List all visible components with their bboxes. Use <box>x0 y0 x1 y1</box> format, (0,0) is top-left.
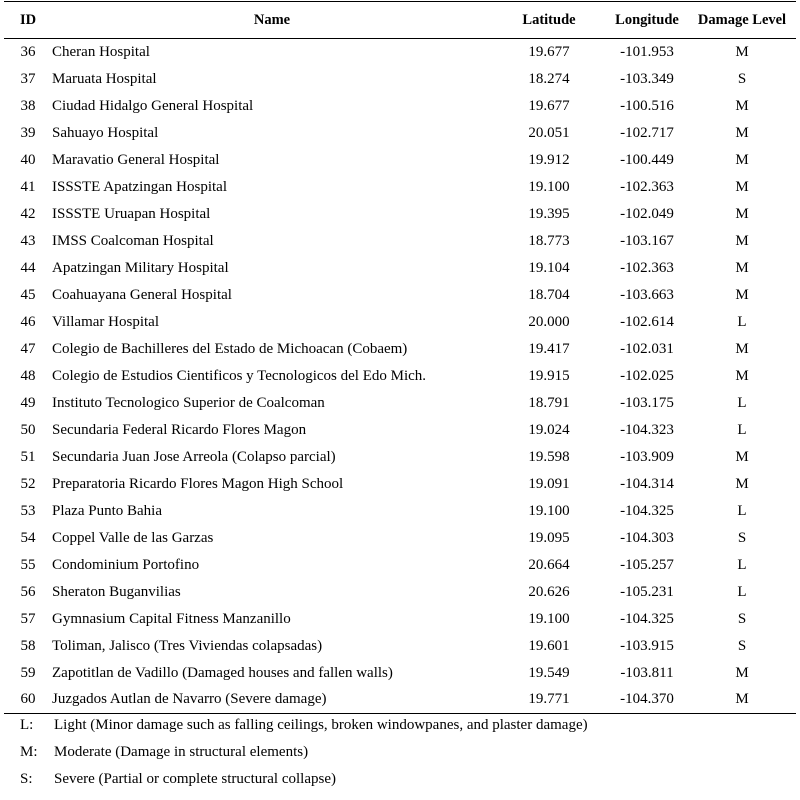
cell-id: 58 <box>20 637 36 654</box>
cell-latitude: 19.100 <box>528 502 570 519</box>
cell-damage-level: L <box>737 502 747 519</box>
table-row <box>4 174 796 201</box>
cell-longitude: -102.363 <box>620 178 674 195</box>
cell-damage-level: L <box>737 556 747 573</box>
cell-name: Maravatio General Hospital <box>52 151 220 168</box>
cell-longitude: -103.909 <box>620 448 674 465</box>
cell-longitude: -104.370 <box>606 687 688 714</box>
cell-id: 42 <box>20 205 36 222</box>
cell-latitude: 20.000 <box>528 313 570 330</box>
cell-id: 49 <box>20 394 36 411</box>
legend-description: Light (Minor damage such as falling ceilings, broken windowpanes, and plaster damage) <box>54 717 588 733</box>
cell-id: 52 <box>20 475 36 492</box>
damage-table <box>4 1 796 714</box>
cell-id: 56 <box>20 583 36 600</box>
table-row <box>4 336 796 363</box>
cell-longitude: -104.325 <box>620 610 674 627</box>
table-row <box>4 606 796 633</box>
cell-name: Ciudad Hidalgo General Hospital <box>52 97 254 114</box>
cell-id: 41 <box>20 178 36 195</box>
cell-name: Colegio de Bachilleres del Estado de Michoacan (Cobaem) <box>52 340 408 357</box>
cell-damage-level: S <box>737 610 747 627</box>
table-row <box>4 309 796 336</box>
cell-damage-level: S <box>737 637 747 654</box>
cell-damage-level: S <box>737 70 747 87</box>
cell-latitude: 19.549 <box>528 664 570 681</box>
cell-id: 51 <box>20 448 36 465</box>
cell-name: Gymnasium Capital Fitness Manzanillo <box>52 610 291 627</box>
damage-legend <box>20 712 588 793</box>
table-row <box>4 552 796 579</box>
cell-longitude: -104.325 <box>620 502 674 519</box>
table-row <box>4 363 796 390</box>
cell-id: 53 <box>20 502 36 519</box>
cell-latitude: 19.104 <box>528 259 570 276</box>
cell-latitude: 19.100 <box>528 178 570 195</box>
header-id: ID <box>4 2 52 39</box>
cell-damage-level: L <box>737 313 747 330</box>
cell-id: 37 <box>20 70 36 87</box>
cell-longitude: -105.257 <box>620 556 674 573</box>
table-row <box>4 228 796 255</box>
table-row <box>4 390 796 417</box>
cell-id: 40 <box>20 151 36 168</box>
cell-id: 60 <box>4 687 52 714</box>
legend-item <box>20 739 588 766</box>
cell-longitude: -104.314 <box>620 475 674 492</box>
cell-longitude: -104.323 <box>620 421 674 438</box>
cell-latitude: 19.601 <box>528 637 570 654</box>
cell-name: Coahuayana General Hospital <box>52 286 232 303</box>
cell-name: Juzgados Autlan de Navarro (Severe damage) <box>52 687 492 714</box>
cell-longitude: -103.167 <box>620 232 674 249</box>
cell-longitude: -100.449 <box>620 151 674 168</box>
cell-id: 59 <box>20 664 36 681</box>
table-row <box>4 147 796 174</box>
cell-id: 55 <box>20 556 36 573</box>
cell-latitude: 19.598 <box>528 448 570 465</box>
table-row <box>4 471 796 498</box>
cell-damage-level: M <box>688 687 796 714</box>
table-row <box>4 417 796 444</box>
cell-longitude: -102.717 <box>620 124 674 141</box>
cell-longitude: -101.953 <box>620 43 674 60</box>
cell-latitude: 18.791 <box>528 394 570 411</box>
cell-longitude: -103.175 <box>620 394 674 411</box>
header-damage-level: Damage Level <box>688 2 796 39</box>
table-row <box>4 282 796 309</box>
cell-name: Toliman, Jalisco (Tres Viviendas colapsadas) <box>52 637 323 654</box>
table-row <box>4 93 796 120</box>
cell-latitude: 18.773 <box>528 232 570 249</box>
cell-id: 50 <box>20 421 36 438</box>
cell-latitude: 18.704 <box>528 286 570 303</box>
table-row <box>4 201 796 228</box>
cell-latitude: 19.912 <box>528 151 570 168</box>
table-row <box>4 687 796 714</box>
cell-name: Villamar Hospital <box>52 313 159 330</box>
cell-damage-level: M <box>735 367 749 384</box>
legend-description: Severe (Partial or complete structural collapse) <box>54 771 336 787</box>
cell-id: 47 <box>20 340 36 357</box>
table-row <box>4 66 796 93</box>
cell-id: 48 <box>20 367 36 384</box>
cell-damage-level: M <box>735 124 749 141</box>
cell-name: Coppel Valle de las Garzas <box>52 529 214 546</box>
cell-latitude: 18.274 <box>528 70 570 87</box>
cell-name: IMSS Coalcoman Hospital <box>52 232 214 249</box>
table-row <box>4 633 796 660</box>
cell-latitude: 19.024 <box>528 421 570 438</box>
cell-longitude: -103.915 <box>620 637 674 654</box>
cell-latitude: 19.677 <box>528 43 570 60</box>
cell-id: 38 <box>20 97 36 114</box>
cell-name: Cheran Hospital <box>52 43 150 60</box>
legend-item <box>20 712 588 739</box>
cell-longitude: -102.363 <box>620 259 674 276</box>
cell-damage-level: M <box>735 259 749 276</box>
cell-name: Preparatoria Ricardo Flores Magon High School <box>52 475 344 492</box>
table-row <box>4 498 796 525</box>
cell-latitude: 19.915 <box>528 367 570 384</box>
table-row <box>4 255 796 282</box>
cell-latitude: 20.626 <box>528 583 570 600</box>
cell-latitude: 19.677 <box>528 97 570 114</box>
table-row <box>4 660 796 687</box>
cell-id: 44 <box>20 259 36 276</box>
cell-longitude: -100.516 <box>620 97 674 114</box>
cell-id: 39 <box>20 124 36 141</box>
cell-damage-level: L <box>737 394 747 411</box>
cell-damage-level: S <box>737 529 747 546</box>
cell-name: Colegio de Estudios Cientificos y Tecnologicos del Edo Mich. <box>52 367 427 384</box>
header-longitude: Longitude <box>606 2 688 39</box>
table-body <box>4 39 796 714</box>
cell-damage-level: M <box>735 448 749 465</box>
cell-damage-level: M <box>735 205 749 222</box>
cell-longitude: -104.303 <box>620 529 674 546</box>
cell-latitude: 19.095 <box>528 529 570 546</box>
cell-latitude: 19.091 <box>528 475 570 492</box>
cell-latitude: 20.664 <box>528 556 570 573</box>
cell-latitude: 19.395 <box>528 205 570 222</box>
cell-damage-level: M <box>735 43 749 60</box>
cell-latitude: 19.100 <box>528 610 570 627</box>
cell-damage-level: L <box>737 583 747 600</box>
cell-damage-level: M <box>735 286 749 303</box>
cell-damage-level: M <box>735 340 749 357</box>
table-row <box>4 525 796 552</box>
cell-name: Zapotitlan de Vadillo (Damaged houses and fallen walls) <box>52 664 393 681</box>
cell-name: Secundaria Juan Jose Arreola (Colapso parcial) <box>52 448 336 465</box>
header-latitude: Latitude <box>492 2 606 39</box>
cell-id: 36 <box>20 43 36 60</box>
cell-name: Apatzingan Military Hospital <box>52 259 229 276</box>
cell-damage-level: M <box>735 97 749 114</box>
cell-longitude: -102.025 <box>620 367 674 384</box>
cell-longitude: -102.031 <box>620 340 674 357</box>
cell-name: Maruata Hospital <box>52 70 157 87</box>
header-name: Name <box>52 2 492 39</box>
legend-description: Moderate (Damage in structural elements) <box>54 744 309 760</box>
table-row <box>4 39 796 66</box>
table-header <box>4 2 796 39</box>
cell-damage-level: M <box>735 178 749 195</box>
legend-code: M: <box>20 744 38 760</box>
cell-damage-level: L <box>737 421 747 438</box>
cell-longitude: -103.663 <box>620 286 674 303</box>
table-row <box>4 579 796 606</box>
cell-damage-level: M <box>735 475 749 492</box>
legend-code: L: <box>20 717 34 733</box>
cell-latitude: 19.417 <box>528 340 570 357</box>
header-row <box>4 2 796 39</box>
legend-code: S: <box>20 771 33 787</box>
cell-name: ISSSTE Uruapan Hospital <box>52 205 211 222</box>
cell-name: Sahuayo Hospital <box>52 124 159 141</box>
cell-id: 57 <box>20 610 36 627</box>
cell-latitude: 20.051 <box>528 124 570 141</box>
cell-longitude: -102.614 <box>620 313 674 330</box>
cell-damage-level: M <box>735 232 749 249</box>
cell-latitude: 19.771 <box>492 687 606 714</box>
cell-name: Condominium Portofino <box>52 556 200 573</box>
cell-damage-level: M <box>735 151 749 168</box>
cell-id: 54 <box>20 529 36 546</box>
table-row <box>4 444 796 471</box>
cell-name: Instituto Tecnologico Superior de Coalcoman <box>52 394 325 411</box>
cell-id: 46 <box>20 313 36 330</box>
cell-id: 45 <box>20 286 36 303</box>
cell-id: 43 <box>20 232 36 249</box>
cell-damage-level: M <box>735 664 749 681</box>
cell-name: Secundaria Federal Ricardo Flores Magon <box>52 421 307 438</box>
cell-name: Sheraton Buganvilias <box>52 583 181 600</box>
cell-longitude: -102.049 <box>620 205 674 222</box>
legend-item <box>20 766 588 793</box>
cell-longitude: -105.231 <box>620 583 674 600</box>
cell-longitude: -103.349 <box>620 70 674 87</box>
table-row <box>4 120 796 147</box>
cell-name: ISSSTE Apatzingan Hospital <box>52 178 227 195</box>
cell-longitude: -103.811 <box>620 664 674 681</box>
cell-name: Plaza Punto Bahia <box>52 502 162 519</box>
